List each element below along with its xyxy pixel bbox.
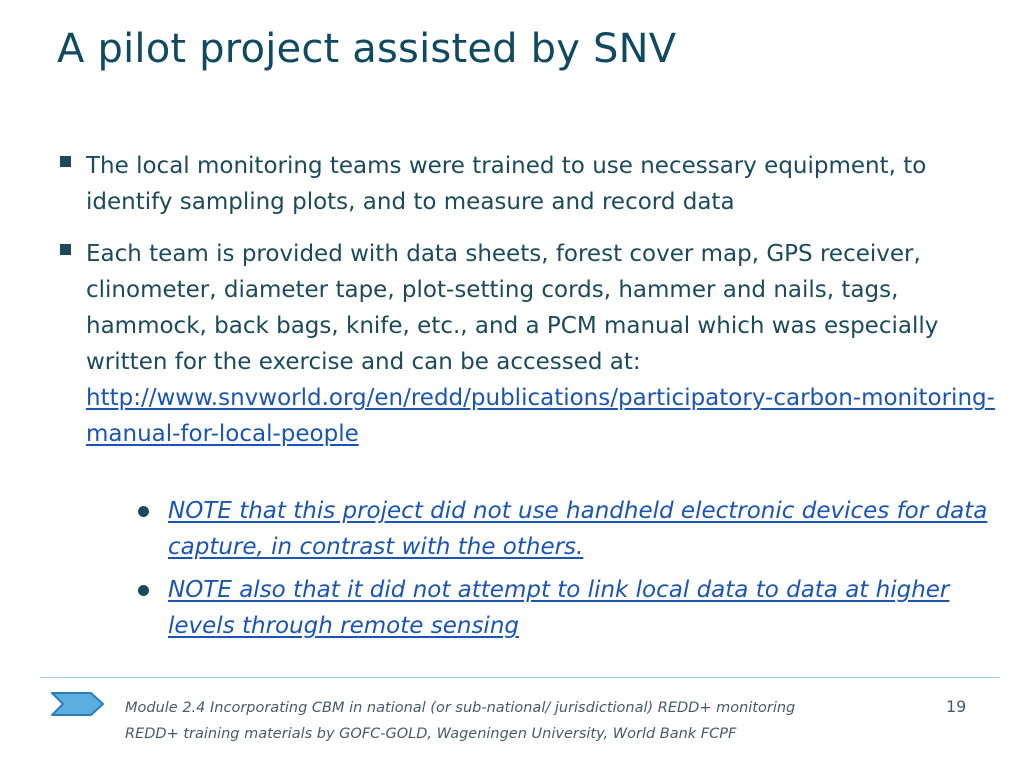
footer-divider <box>40 677 1000 678</box>
bullet-text: The local monitoring teams were trained to use necessary equipment, to identify sampling plots, and to measure and record data <box>86 153 927 215</box>
manual-link[interactable]: http://www.snvworld.org/en/redd/publications/participatory-carbon-monitoring-manual-for-local-people <box>86 385 995 447</box>
footer-caption <box>125 695 795 747</box>
chevron-arrow-icon <box>51 692 105 716</box>
footer-credits-line: REDD+ training materials by GOFC-GOLD, Wageningen University, World Bank FCPF <box>125 726 737 742</box>
note-text: NOTE also that it did not attempt to link local data to data at higher levels through remote sensing <box>168 577 950 639</box>
round-bullet-icon <box>138 506 149 517</box>
chevron-arrow-shape <box>52 693 103 715</box>
round-bullet-icon <box>138 585 149 596</box>
note-text: NOTE that this project did not use handheld electronic devices for data capture, in contrast with the others. <box>168 498 988 560</box>
list-item <box>138 493 988 565</box>
page-number: 19 <box>946 697 967 716</box>
list-item <box>138 572 988 644</box>
footer-module-line: Module 2.4 Incorporating CBM in national (or sub-national/ jurisdictional) REDD+ monitoring <box>125 700 796 716</box>
page-title: A pilot project assisted by SNV <box>57 26 677 72</box>
list-item <box>58 236 998 452</box>
square-bullet-icon <box>60 156 71 167</box>
list-item <box>58 148 998 220</box>
square-bullet-icon <box>60 244 71 255</box>
bullet-list <box>58 148 998 468</box>
note-list <box>138 493 988 651</box>
bullet-text: Each team is provided with data sheets, forest cover map, GPS receiver, clinometer, diameter tape, plot-setting cords, hammer and nails, tags, hammock, back bags, knife, etc., and a PCM manual which was especially written for the exercise and can be accessed at: <box>86 241 939 375</box>
